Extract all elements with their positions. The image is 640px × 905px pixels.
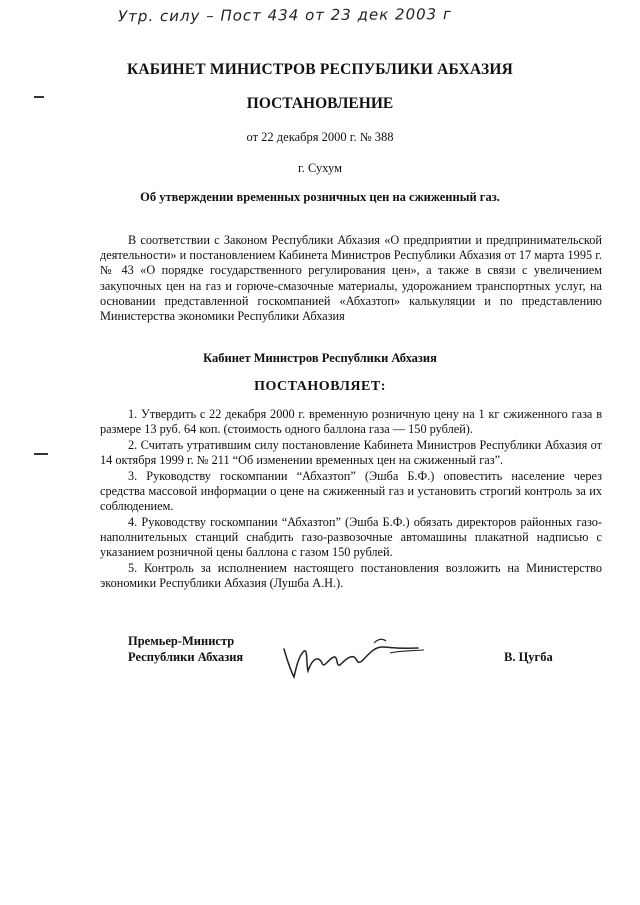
handwritten-signature — [278, 633, 428, 683]
decree-item: 3. Руководству госкомпании “Абхазтоп” (Эшба Б.Ф.) оповестить население через средства массовой информации о цене на сжиженный газ и установить строгий контроль за их соблюдением. — [100, 469, 602, 514]
margin-mark — [34, 453, 48, 455]
preamble: В соответствии с Законом Республики Абхазия «О предприятии и предпринимательской деятельности» и постановлением Кабинета Министров Республики Абхазия от 17 марта 1995 г. № 43 «О порядке государственного регулирования цен», а также в связи с увеличением закупочных цен на газ и горюче-смазочные материалы, удорожанием транспортных услуг, на основании представленной госкомпанией «Абхазтоп» калькуляции и по представлению Министерства экономики Республики Абхазия — [100, 233, 602, 324]
org-name: КАБИНЕТ МИНИСТРОВ РЕСПУБЛИКИ АБХАЗИЯ — [126, 61, 514, 78]
doc-date-number: от 22 декабря 2000 г. № 388 — [246, 130, 394, 144]
decree-item: 4. Руководству госкомпании “Абхазтоп” (Эшба Б.Ф.) обязать директоров районных газо-наполнительных станций снабдить газо-развозочные автомашины плакатной надписью с указанием розничной цены баллона с газом 150 рублей. — [100, 515, 602, 560]
signer-position-org: Республики Абхазия — [128, 650, 244, 664]
signer-name: В. Цугба — [504, 650, 553, 664]
signer-position: Премьер-Министр — [128, 634, 235, 648]
cabinet-line: Кабинет Министров Республики Абхазия — [203, 351, 437, 365]
decree-item: 1. Утвердить с 22 декабря 2000 г. временную розничную цену на 1 кг сжиженного газа в размере 13 руб. 64 коп. (стоимость одного баллона газа — 150 рублей). — [100, 407, 602, 437]
decree-item: 2. Считать утратившим силу постановление Кабинета Министров Республики Абхазия от 14 октября 1999 г. № 211 “Об изменении временных цен на сжиженный газ”. — [100, 438, 602, 468]
decree-word: ПОСТАНОВЛЯЕТ: — [254, 379, 386, 394]
decree-item: 5. Контроль за исполнением настоящего постановления возложить на Министерство экономики Республики Абхазия (Лушба А.Н.). — [100, 561, 602, 591]
doc-type: ПОСТАНОВЛЕНИЕ — [246, 95, 394, 112]
doc-title: Об утверждении временных розничных цен на сжиженный газ. — [140, 190, 500, 204]
doc-city: г. Сухум — [297, 161, 342, 175]
handwritten-note: Утр. силу – Пост 434 от 23 дек 2003 г — [117, 5, 452, 26]
